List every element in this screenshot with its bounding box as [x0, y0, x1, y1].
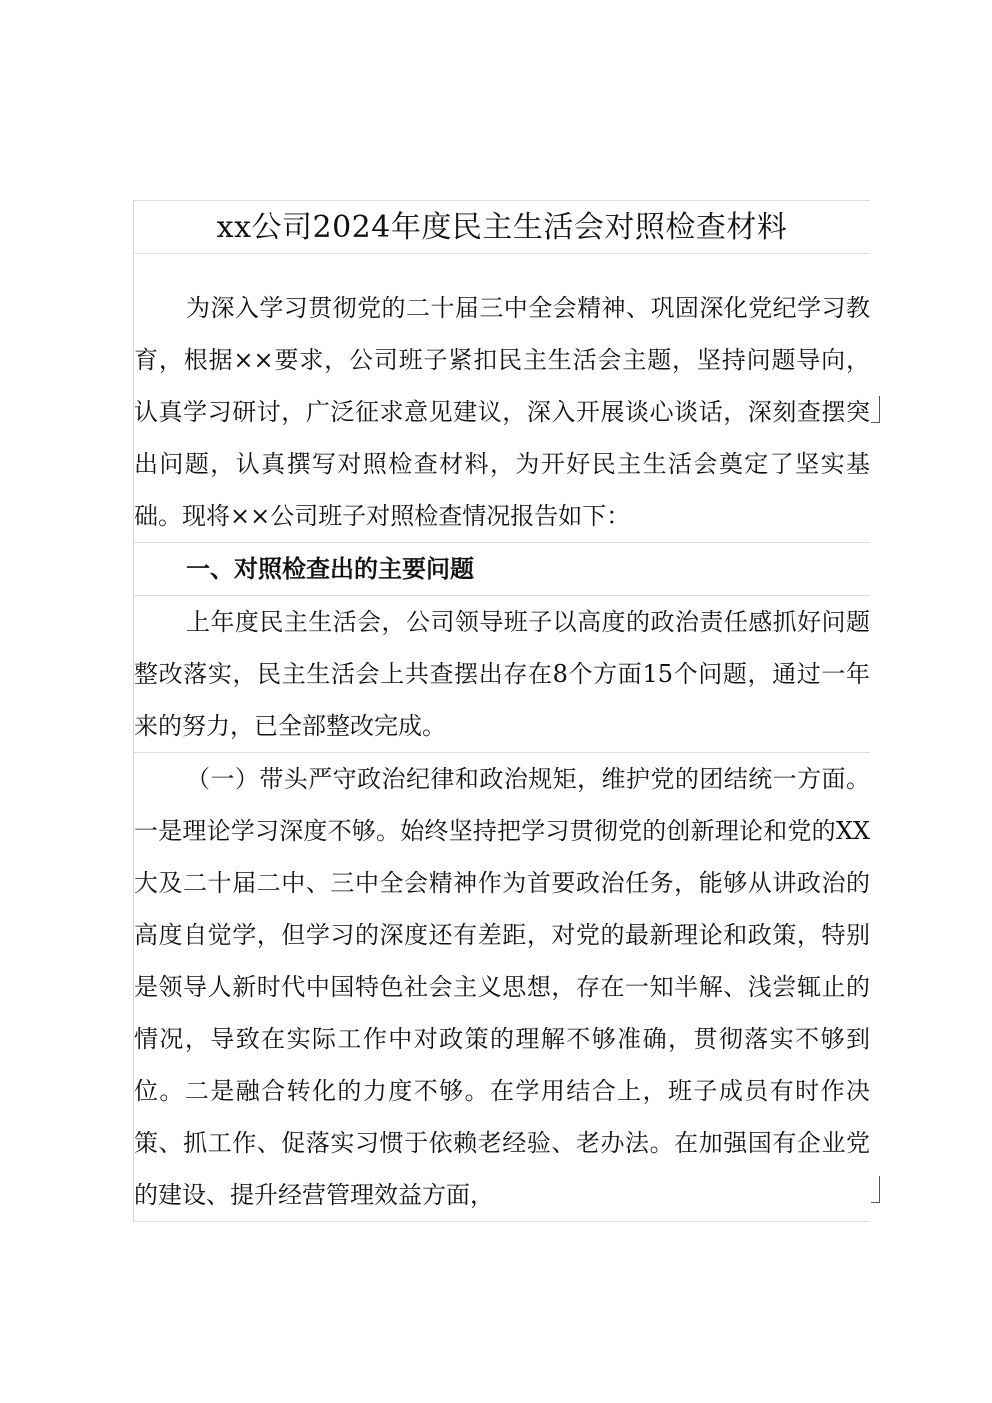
column-edge-mark	[871, 1176, 880, 1203]
title-block	[134, 200, 870, 253]
subsection1-block	[134, 752, 870, 1222]
section-heading: 一、对照检查出的主要问题	[186, 555, 474, 583]
section1-paragraph-block	[134, 595, 870, 752]
intro-paragraph: 为深入学习贯彻党的二十届三中全会精神、巩固深化党纪学习教育，根据××要求，公司班子紧扣民主生活会主题，坚持问题导向，认真学习研讨，广泛征求意见建议，深入开展谈心谈话，深刻查摆突出问题，认真撰写对照检查材料，为开好民主生活会奠定了坚实基础。现将××公司班子对照检查情况报告如下：	[134, 294, 870, 530]
document-body	[133, 200, 870, 1222]
subsection-paragraph: （一）带头严守政治纪律和政治规矩，维护党的团结统一方面。一是理论学习深度不够。始终坚持把学习贯彻党的创新理论和党的XX大及二十届二中、三中全会精神作为首要政治任务，能够从讲政治的高度自觉学，但学习的深度还有差距，对党的最新理论和政策，特别是领导人新时代中国特色社会主义思想，存在一知半解、浅尝辄止的情况，导致在实际工作中对政策的理解不够准确，贯彻落实不够到位。二是融合转化的力度不够。在学用结合上，班子成员有时作决策、抓工作、促落实习惯于依赖老经验、老办法。在加强国有企业党的建设、提升经营管理效益方面，	[134, 765, 870, 1209]
section1-heading-block	[134, 542, 870, 595]
document-title: xx公司2024年度民主生活会对照检查材料	[216, 210, 788, 245]
intro-block	[134, 253, 870, 542]
section-paragraph: 上年度民主生活会，公司领导班子以高度的政治责任感抓好问题整改落实，民主生活会上共查摆出存在8个方面15个问题，通过一年来的努力，已全部整改完成。	[134, 608, 870, 740]
column-edge-mark	[871, 396, 880, 423]
